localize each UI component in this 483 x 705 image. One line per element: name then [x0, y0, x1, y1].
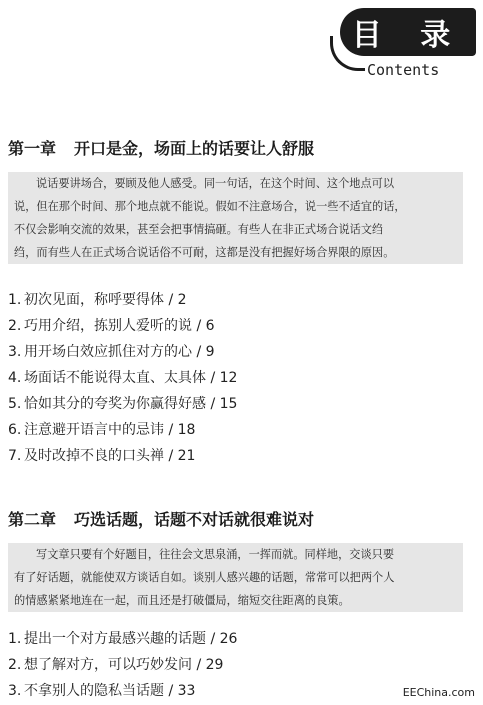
- chapter-1-title: 开口是金，场面上的话要让人舒服: [74, 139, 315, 158]
- toc-entry[interactable]: 6. 注意避开语言中的忌讳 / 18: [8, 422, 196, 438]
- toc-entry[interactable]: 7. 及时改掉不良的口头禅 / 21: [8, 448, 196, 464]
- chapter-1-intro: [8, 172, 463, 264]
- toc-entry[interactable]: 4. 场面话不能说得太直、太具体 / 12: [8, 370, 238, 386]
- toc-entry[interactable]: 2. 想了解对方，可以巧妙发问 / 29: [8, 657, 224, 673]
- watermark: EEChina.com: [402, 686, 475, 699]
- toc-entry[interactable]: 5. 恰如其分的夸奖为你赢得好感 / 15: [8, 396, 238, 412]
- toc-title-banner: [340, 8, 476, 56]
- chapter-1-number: 第一章: [8, 139, 57, 158]
- toc-entry[interactable]: 2. 巧用介绍，拣别人爱听的说 / 6: [8, 318, 215, 334]
- contents-label: Contents: [367, 61, 440, 79]
- chapter-1-toc: [8, 287, 237, 469]
- chapter-2-heading: [8, 507, 314, 530]
- intro-line: 的情感紧紧地连在一起，而且还是打破僵局，缩短交往距离的良策。: [14, 594, 350, 607]
- chapter-2-toc: [8, 626, 237, 704]
- chapter-2-title: 巧选话题，话题不对话就很难说对: [74, 510, 315, 529]
- intro-line: 说话要讲场合，要顾及他人感受。同一句话，在这个时间、这个地点可以: [36, 177, 395, 190]
- intro-line: 不仅会影响交流的效果，甚至会把事情搞砸。有些人在非正式场合说话文绉: [14, 223, 384, 236]
- intro-line: 写文章只要有个好题目，往往会文思泉涌，一挥而就。同样地，交谈只要: [36, 548, 395, 561]
- toc-entry[interactable]: 1. 初次见面，称呼要得体 / 2: [8, 292, 187, 308]
- chapter-2-intro: [8, 543, 463, 612]
- intro-line: 绉，而有些人在正式场合说话俗不可耐，这都是没有把握好场合界限的原因。: [14, 246, 395, 259]
- intro-line: 说，但在那个时间、那个地点就不能说。假如不注意场合，说一些不适宜的话，: [14, 200, 406, 213]
- chapter-2-number: 第二章: [8, 510, 57, 529]
- intro-line: 有了好话题，就能使双方谈话自如。谈别人感兴趣的话题，常常可以把两个人: [14, 571, 395, 584]
- chapter-1-heading: [8, 136, 314, 159]
- toc-entry[interactable]: 3. 不拿别人的隐私当话题 / 33: [8, 683, 196, 699]
- toc-entry[interactable]: 1. 提出一个对方最感兴趣的话题 / 26: [8, 631, 238, 647]
- toc-entry[interactable]: 3. 用开场白效应抓住对方的心 / 9: [8, 344, 215, 360]
- toc-title: 目 录: [351, 18, 465, 53]
